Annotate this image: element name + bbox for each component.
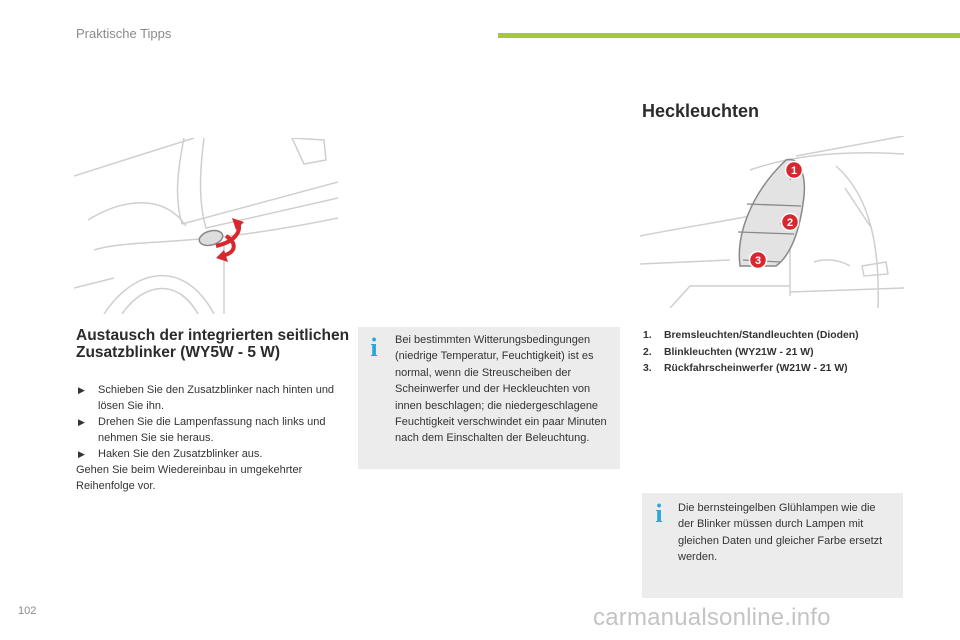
page-number: 102: [18, 605, 37, 617]
svg-text:3: 3: [754, 255, 762, 267]
svg-text:1: 1: [790, 165, 798, 177]
section-title: Praktische Tipps: [76, 26, 172, 41]
step-item: ▶ Drehen Sie die Lampenfassung nach links und nehmen Sie sie heraus.: [78, 416, 326, 444]
step-item: ▶ Schieben Sie den Zusatzblinker nach hinten und lösen Sie ihn.: [78, 384, 335, 412]
callout-badge-2: [782, 214, 799, 231]
rear-lamp-illustration: [640, 136, 904, 308]
info-icon: i: [655, 499, 663, 528]
info-box-amber-bulbs: [642, 493, 903, 598]
info-box-condensation: [358, 327, 620, 469]
bullet-arrow-icon: ▶: [78, 417, 85, 427]
rear-lamp-legend: [643, 328, 943, 378]
info-text: Bei bestimmten Witterungsbedingungen (niedrige Temperatur, Feuchtigkeit) ist es normal, wenn die Streuscheiben der Scheinwerfer und der Heckleuchten von innen beschlagen; die niedergeschlagene Feuchtigkeit verschwindet ein paar Minuten nach dem Einschalten der Beleuchtung.: [395, 334, 607, 445]
watermark: carmanualsonline.info: [593, 604, 831, 631]
reassembly-note: Gehen Sie beim Wiedereinbau in umgekehrter Reihenfolge vor.: [76, 464, 303, 492]
header-accent-bar: [498, 33, 960, 38]
info-icon: i: [370, 333, 378, 362]
legend-item: 1. Bremsleuchten/Standleuchten (Dioden): [643, 330, 859, 341]
bullet-arrow-icon: ▶: [78, 385, 85, 395]
side-indicator-steps: [76, 382, 338, 494]
callout-badge-3: [750, 252, 767, 269]
bullet-arrow-icon: ▶: [78, 449, 85, 459]
svg-text:2: 2: [786, 217, 794, 229]
rear-lamps-heading: Heckleuchten: [642, 101, 760, 121]
legend-item: 2. Blinkleuchten (WY21W - 21 W): [643, 346, 814, 358]
callout-badge-1: [786, 162, 803, 179]
side-indicator-heading: Austausch der integrierten seitlichen Zusatzblinker (WY5W - 5 W): [76, 327, 350, 361]
info-text: Die bernsteingelben Glühlampen wie die der Blinker müssen durch Lampen mit gleichen Daten und gleicher Farbe ersetzt werden.: [678, 502, 883, 564]
side-indicator-illustration: [74, 138, 338, 314]
step-item: ▶ Haken Sie den Zusatzblinker aus.: [78, 448, 263, 460]
legend-item: 3. Rückfahrscheinwerfer (W21W - 21 W): [643, 363, 848, 374]
